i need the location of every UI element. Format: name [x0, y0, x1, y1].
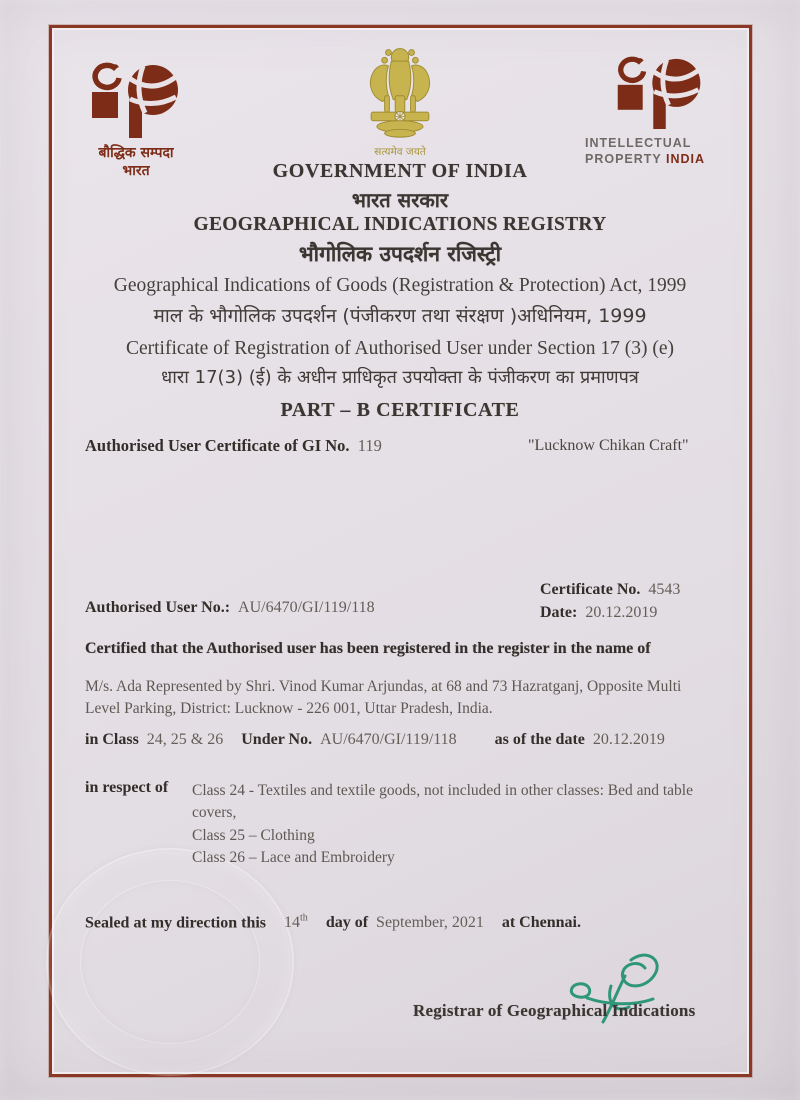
- under-no-value: AU/6470/GI/119/118: [320, 731, 457, 748]
- in-class-value: 24, 25 & 26: [146, 731, 224, 748]
- sealed-day: 14th: [284, 913, 308, 932]
- class-row: [85, 731, 725, 749]
- authorised-user-number-label: Authorised User No.:: [85, 599, 231, 616]
- certificate-number-line: [540, 578, 680, 601]
- certificate-number-label: Certificate No.: [540, 581, 641, 598]
- heading-section-hi: धारा 17(3) (ई) के अधीन प्राधिकृत उपयोक्ता के पंजीकरण का प्रमाणपत्र: [161, 367, 639, 388]
- heading-government-of-india: GOVERNMENT OF INDIA: [272, 160, 528, 182]
- ip-india-caption-hi-2: भारत: [122, 163, 150, 180]
- heading-gi-registry-en: GEOGRAPHICAL INDICATIONS REGISTRY: [193, 214, 607, 235]
- as-of-date-value: 20.12.2019: [592, 731, 665, 748]
- in-respect-of-content: [192, 780, 697, 870]
- ip-india-logo-icon: [84, 125, 188, 142]
- sealed-part2: day of: [325, 914, 369, 932]
- heading-bharat-sarkar: भारत सरकार: [351, 188, 449, 212]
- sealed-statement: [85, 913, 581, 932]
- sealed-month-year: September, 2021: [376, 914, 484, 932]
- gi-number-value: 119: [357, 436, 382, 455]
- ashoka-emblem-icon: [354, 127, 446, 144]
- date-label: Date:: [540, 604, 578, 622]
- heading-section-en: Certificate of Registration of Authorised User under Section 17 (3) (e): [125, 338, 674, 359]
- class-24-line: Class 24 - Textiles and textile goods, not included in other classes: Bed and table covers,: [192, 782, 693, 822]
- heading-act-en: Geographical Indications of Goods (Registration & Protection) Act, 1999: [113, 275, 687, 296]
- gi-number-label: Authorised User Certificate of GI No.: [85, 436, 350, 455]
- certified-statement: Certified that the Authorised user has been registered in the register in the name of: [85, 640, 651, 657]
- registrar-title: Registrar of Geographical Indications: [413, 1001, 696, 1020]
- registrant-name-paragraph: M/s. Ada Represented by Shri. Vinod Kumar Arjundas, at 68 and 73 Hazratganj, Opposite Multi Level Parking, District: Lucknow - 226 001, Uttar Pradesh, India.: [85, 678, 682, 717]
- class-25-line: Class 25 – Clothing: [192, 826, 315, 844]
- under-no-label: Under No.: [241, 731, 313, 748]
- certificate-number-value: 4543: [648, 581, 681, 598]
- class-26-line: Class 26 – Lace and Embroidery: [192, 849, 395, 867]
- authorised-user-number-value: AU/6470/GI/119/118: [238, 599, 375, 616]
- date-line: [540, 601, 680, 624]
- ashoka-emblem: [340, 40, 460, 159]
- as-of-date-label: as of the date: [494, 731, 585, 748]
- india-label: INDIA: [666, 151, 706, 166]
- ip-india-logo-icon: [610, 116, 710, 133]
- sealed-part3: at Chennai.: [501, 914, 581, 932]
- gi-name: "Lucknow Chikan Craft": [528, 437, 689, 454]
- in-class-label: in Class: [85, 731, 139, 748]
- heading-act-hi: माल के भौगोलिक उपदर्शन (पंजीकरण तथा संरक्षण )अधिनियम, 1999: [153, 305, 647, 327]
- gi-number-row: [85, 436, 717, 456]
- authorised-user-number-line: [85, 599, 375, 617]
- heading-gi-registry-hi: भौगोलिक उपदर्शन रजिस्ट्री: [298, 242, 502, 266]
- date-value: 20.12.2019: [585, 604, 658, 622]
- certificate-number-block: [540, 578, 680, 624]
- heading-part-b-certificate: PART – B CERTIFICATE: [280, 399, 520, 421]
- registrar-signature-icon: [553, 948, 683, 1038]
- emblem-motto: सत्यमेव जयते: [374, 146, 426, 158]
- sealed-part1: Sealed at my direction this: [85, 914, 267, 932]
- in-respect-of-label: in respect of: [85, 779, 169, 796]
- ip-india-caption-hi-1: बौद्धिक सम्पदा: [98, 145, 174, 161]
- property-label: PROPERTY: [585, 151, 662, 166]
- ip-india-caption-line1: INTELLECTUAL: [585, 136, 692, 150]
- embossed-seal: [46, 848, 294, 1076]
- ip-india-logo-right: [585, 56, 735, 167]
